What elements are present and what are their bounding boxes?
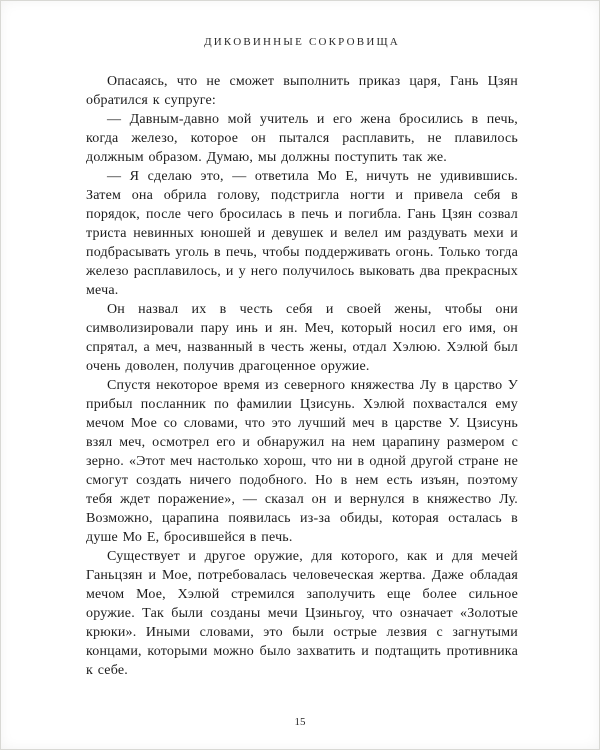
paragraph-dialogue-teacher: — Давным-давно мой учитель и его жена бросились в печь, когда железо, которое он пытался расплавить, не плавилось должным образом. Думаю, мы должны поступить так же.	[86, 112, 518, 165]
page-number: 15	[294, 716, 306, 728]
page-body	[86, 72, 518, 680]
paragraph-intro: Опасаясь, что не сможет выполнить приказ царя, Гань Цзян обратился к супруге:	[86, 74, 518, 108]
paragraph-naming-swords: Он назвал их в честь себя и своей жены, чтобы они символизировали пару инь и ян. Меч, который носил его имя, он спрятал, а меч, названный в честь жены, отдал Хэлюю. Хэлюй был очень доволен, получив драгоценное оружие.	[86, 302, 518, 374]
paragraph-dialogue-moye: — Я сделаю это, — ответила Мо Е, ничуть не удивившись. Затем она обрила голову, подстригла ногти и привела себя в порядок, после чего бросилась в печь и погибла. Гань Цзян созвал триста невинных юношей и девушек и велел им раздувать мехи и подбрасывать уголь в печь, чтобы поддерживать огонь. Только тогда железо расплавилось, и у него получилось выковать два прекрасных меча.	[86, 169, 518, 298]
paragraph-golden-hooks: Существует и другое оружие, для которого, как и для мечей Ганьцзян и Мое, потребовалась человеческая жертва. Даже обладая мечом Мое, Хэлюй стремился заполучить еще более сильное оружие. Так были созданы мечи Цзиньгоу, что означает «Золотые крюки». Иными словами, это были острые лезвия с загнутыми концами, которыми можно было захватить и подтащить противника к себе.	[86, 549, 518, 678]
paragraph-envoy-jisun: Спустя некоторое время из северного княжества Лу в царство У прибыл посланник по фамилии Цзисунь. Хэлюй похвастался ему мечом Мое со словами, что это лучший меч в царстве У. Цзисунь взял меч, осмотрел его и обнаружил на нем царапину размером с зерно. «Этот меч настолько хорош, что ни в одной другой стране не смогут создать ничего подобного. Но в нем есть изъян, поэтому тебя ждет поражение», — сказал он и вернулся в княжество Лу. Возможно, царапина появилась из-за обиды, которая осталась в душе Мо Е, бросившейся в печь.	[86, 378, 518, 545]
running-header: ДИКОВИННЫЕ СОКРОВИЩА	[204, 36, 400, 48]
